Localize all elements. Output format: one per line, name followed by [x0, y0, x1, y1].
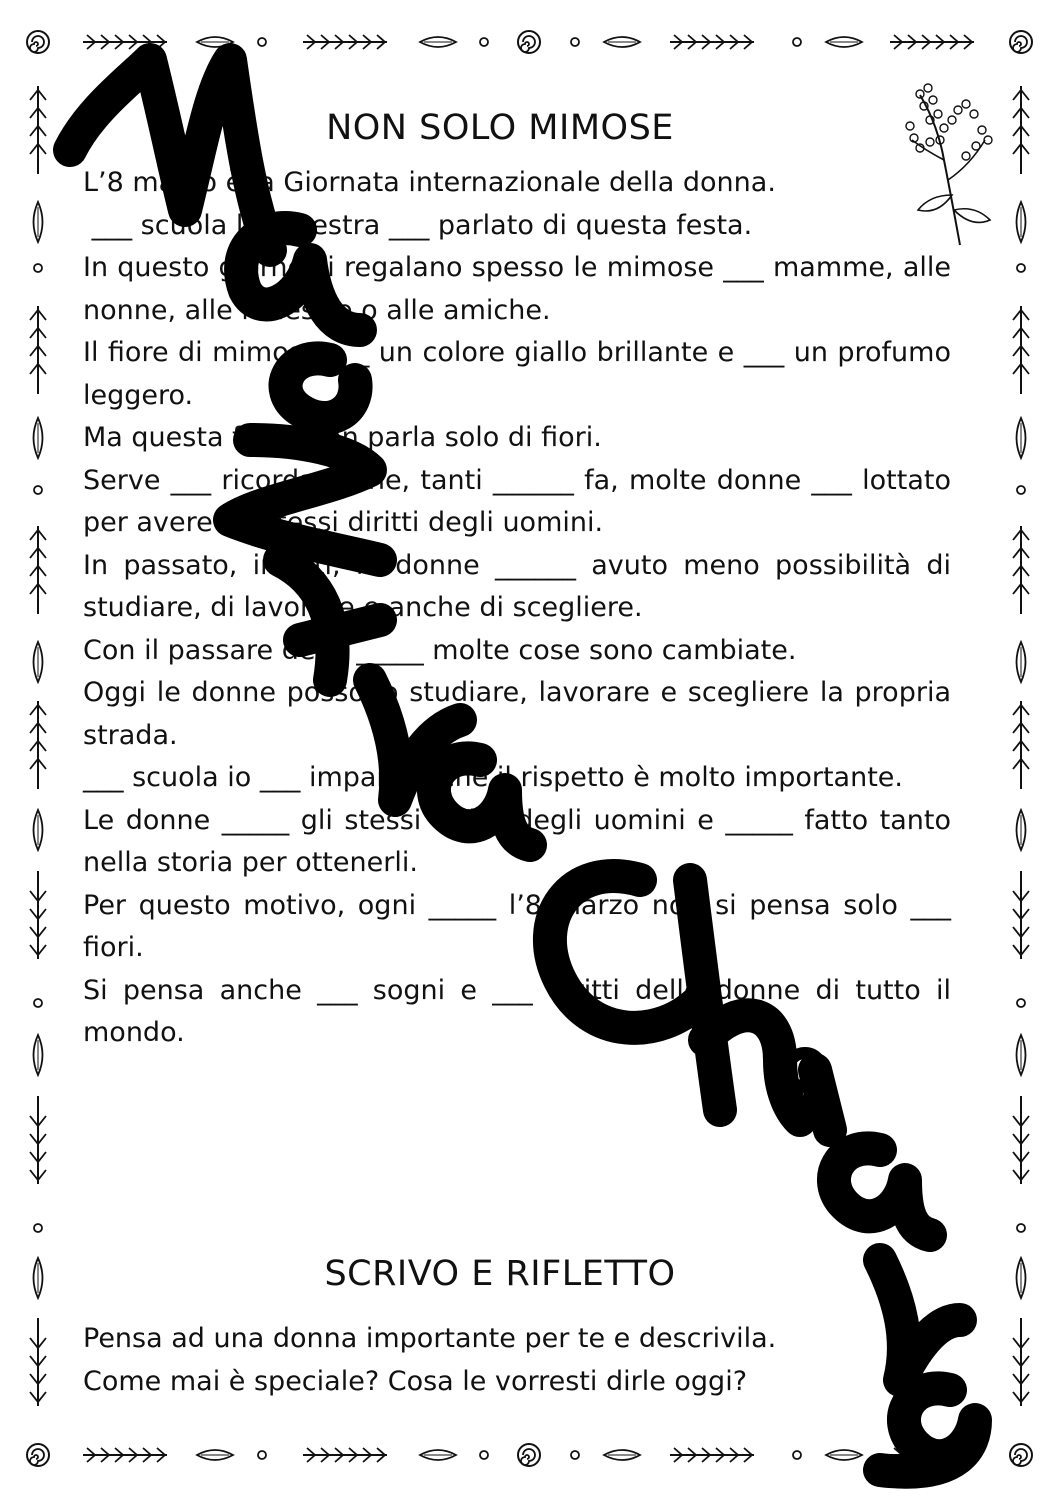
prompt-line: Come mai è speciale? Cosa le vorresti dirle oggi? [83, 1365, 748, 1397]
text-paragraph: Si pensa anche ___ sogni e ___ diritti delle donne di tutto il mondo. [83, 974, 951, 1048]
text-paragraph: ___ scuola la maestra ___ parlato di questa festa. [83, 209, 753, 241]
text-paragraph: L’8 marzo è la Giornata internazionale della donna. [83, 167, 776, 198]
text-paragraph: In questo giorno si regalano spesso le mimose ___ mamme, alle nonne, alle maestre o alle amiche. [83, 252, 951, 326]
text-paragraph: Serve ___ ricordare che, tanti ______ fa, molte donne ___ lottato per avere gli stessi diritti degli uomini. [83, 464, 951, 538]
text-paragraph: In passato, infatti, le donne ______ avuto meno possibilità di studiare, di lavorare e anche di scegliere. [83, 549, 951, 623]
cloze-text [83, 162, 951, 1055]
text-paragraph: ___ scuola io ___ imparato che il rispetto è molto importante. [83, 762, 903, 793]
page-title: NON SOLO MIMOSE [326, 108, 674, 148]
prompt-line: Pensa ad una donna importante per te e descrivila. [83, 1323, 777, 1354]
text-paragraph: Il fiore di mimosa ___ un colore giallo brillante e ___ un profumo leggero. [83, 337, 951, 411]
text-paragraph: Per questo motivo, ogni _____ l’8 marzo non si pensa solo ___ fiori. [83, 889, 951, 963]
writing-prompt [83, 1318, 951, 1403]
text-paragraph: Con il passare degli _____ molte cose sono cambiate. [83, 634, 797, 666]
text-paragraph: Ma questa festa non parla solo di fiori. [83, 422, 602, 453]
text-paragraph: Le donne _____ gli stessi diritti degli uomini e _____ fatto tanto nella storia per ottenerli. [83, 804, 951, 878]
text-paragraph: Oggi le donne possono studiare, lavorare e scegliere la propria strada. [83, 677, 951, 751]
section-title: SCRIVO E RIFLETTO [324, 1254, 676, 1294]
